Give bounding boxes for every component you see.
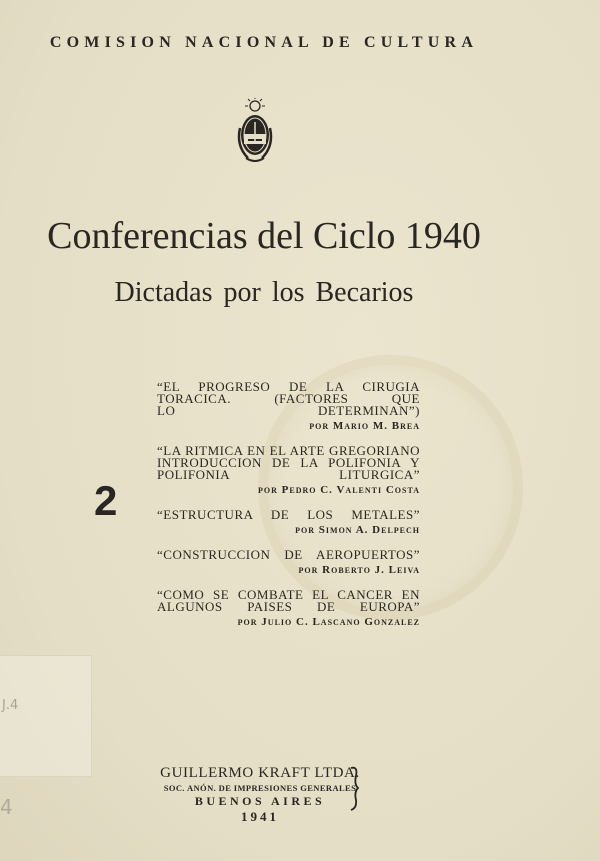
- lecture-author: por Julio C. Lascano Gonzalez: [237, 616, 420, 628]
- pen-mark: 4: [0, 795, 13, 819]
- page-subtitle: Dictadas por los Becarios: [114, 277, 414, 308]
- library-sticker: [0, 655, 92, 777]
- coat-of-arms-icon: [234, 98, 276, 166]
- lecture-title-line: POLIFONIA LITURGICA”: [157, 467, 420, 482]
- lecture-author: por Simon A. Delpech: [295, 524, 420, 536]
- lecture-title-line: “CONSTRUCCION DE AEROPUERTOS”: [157, 547, 420, 562]
- lecture-title-line: “EL PROGRESO DE LA CIRUGIA: [157, 379, 420, 394]
- publisher-society: SOC. ANÓN. DE IMPRESIONES GENERALES: [163, 783, 357, 793]
- lecture-title-line: LO DETERMINAN”): [157, 403, 420, 418]
- sticker-text: J.4: [2, 698, 19, 713]
- publisher-city: BUENOS AIRES: [194, 794, 326, 808]
- lecture-author: por Mario M. Brea: [309, 420, 420, 432]
- lecture-author: por Pedro C. Valenti Costa: [258, 484, 420, 496]
- publication-year: 1941: [241, 809, 279, 824]
- lecture-list: [157, 381, 420, 641]
- lecture-item: [157, 381, 420, 433]
- lecture-title-line: “LA RITMICA EN EL ARTE GREGORIANO: [157, 443, 420, 458]
- brace-mark: [348, 764, 362, 812]
- publisher-name: GUILLERMO KRAFT LTDA.: [160, 765, 360, 781]
- volume-number: 2: [94, 477, 118, 524]
- lecture-title-line: “ESTRUCTURA DE LOS METALES”: [157, 507, 420, 522]
- lecture-title-line: TORACICA. (FACTORES QUE: [157, 391, 420, 406]
- lecture-item: [157, 549, 420, 577]
- lecture-title-line: “COMO SE COMBATE EL CANCER EN: [157, 587, 420, 602]
- lecture-title-line: ALGUNOS PAISES DE EUROPA”: [157, 599, 420, 614]
- organization-name: COMISION NACIONAL DE CULTURA: [49, 34, 479, 51]
- publisher-block: [160, 764, 360, 825]
- lecture-item: [157, 589, 420, 629]
- lecture-item: [157, 445, 420, 497]
- page-title: Conferencias del Ciclo 1940: [47, 215, 481, 257]
- lecture-item: [157, 509, 420, 537]
- lecture-title-line: INTRODUCCION DE LA POLIFONIA Y: [157, 455, 420, 470]
- lecture-author: por Roberto J. Leiva: [298, 564, 420, 576]
